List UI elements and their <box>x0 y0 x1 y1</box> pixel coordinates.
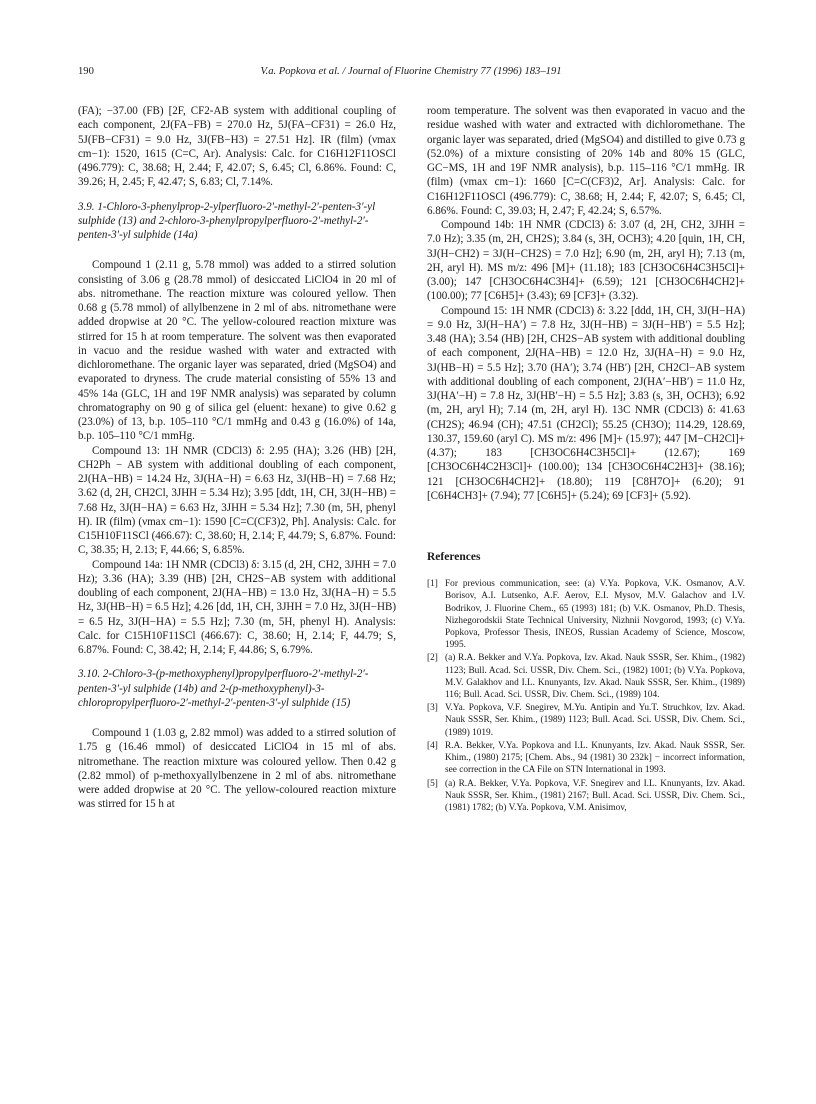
reference-number: [1] <box>427 579 438 590</box>
page-number: 190 <box>78 66 94 77</box>
reference-item <box>427 702 745 739</box>
references-heading: References <box>427 551 481 563</box>
right-column <box>427 104 745 815</box>
reference-number: [2] <box>427 653 438 664</box>
reference-number: [3] <box>427 703 438 714</box>
body-paragraph: Compound 14b: 1H NMR (CDCl3) δ: 3.07 (d, 2H, CH2, 3JHH = 7.0 Hz); 3.35 (m, 2H, CH2S); 3.84 (s, 3H, OCH3); 4.20 [quin, 1H, CH, 3J(H−CH2) = 3J(H−CH2S) = 7.0 Hz]; 6.90 (m, 2H, aryl H); 7.13 (m, 2H, aryl H). MS m/z: 496 [M]+ (11.18); 183 [CH3OC6H4C3H5Cl]+ (3.00); 147 [CH3OC6H4C3H4]+ (6.59); 121 [CH3OC6H4CH2]+ (100.00); 77 [C6H5]+ (3.43); 69 [CF3]+ (3.32). <box>427 219 745 303</box>
reference-item <box>427 652 745 701</box>
reference-number: [4] <box>427 740 438 751</box>
reference-text: (a) R.A. Bekker, V.Ya. Popkova, V.F. Snegirev and I.L. Knunyants, Izv. Akad. Nauk SSSR, Ser. Khim., (1981) 2167; Bull. Acad. Sci. USSR, Div. Chem. Sci., (1981) 1782; (b) V.Ya. Popkova, V.M. Anisimov, <box>445 778 745 813</box>
references-list <box>427 578 745 814</box>
reference-text: For previous communication, see: (a) V.Ya. Popkova, V.K. Osmanov, A.V. Borisov, A.I. Lutsenko, A.F. Aerov, E.I. Mysov, M.V. Galachov and I.V. Bodrikov, J. Fluorine Chem., 65 (1993) 181; (b) V.K. Osmanov, Ph.D. Thesis, Nizhegorodskii State Technical University, Nizhnii Novgorod, 1993; (c) V.Ya. Popkova, Professor Thesis, INEOS, Russian Academy of Science, Moscow, 1995. <box>445 579 745 651</box>
reference-item <box>427 778 745 815</box>
reference-text: (a) R.A. Bekker and V.Ya. Popkova, Izv. Akad. Nauk SSSR, Ser. Khim., (1982) 1123; Bull. Acad. Sci. USSR, Div. Chem. Sci., (1982) 1001; (b) V.Ya. Popkova, M.V. Galakhov and I.L. Knunyants, Izv. Akad. Nauk SSSR, Ser. Khim., (1989) 116; Bull. Acad. Sci. USSR, Div. Chem. Sci., (1989) 104. <box>445 653 745 701</box>
body-paragraph: room temperature. The solvent was then evaporated in vacuo and the residue washed with water and extracted with dichloromethane. The organic layer was separated, dried (MgSO4) and distilled to give 0.73 g (52.0%) of a mixture consisting of 20% 14b and 80% 15 (GLC, GC−MS, 1H and 19F NMR analysis), b.p. 115–116 °C/1 mmHg. IR (film) (νmax cm−1): 1660 [C=C(CF3)2, Ar]. Analysis: Calc. for C16H12F11OSCl (496.779): C, 38.68; H, 2.44; F, 42.07; S, 6.45; Cl, 6.86%. Found: C, 39.03; H, 2.47; F, 42.24; S, 6.57%. <box>427 105 745 217</box>
body-paragraph: Compound 1 (2.11 g, 5.78 mmol) was added to a stirred solution consisting of 3.06 g (28.78 mmol) of desiccated LiClO4 in 20 ml of abs. nitromethane. The reaction mixture was coloured yellow. Then 0.68 g (5.78 mmol) of allylbenzene in 2 ml of abs. nitromethane were added dropwise at 20 °C. The yellow-coloured reaction mixture was stirred for 15 h at room temperature. The solvent was then evaporated in vacuo and the residue washed with water and extracted with dichloromethane. The organic layer was separated, dried (MgSO4) and evaporated to dryness. The crude material consisting of 55% 13 and 45% 14a (GLC, 1H and 19F NMR analysis) was separated by column chromatography on 90 g of silica gel (eluent: hexane) to give 0.62 g (23.0%) of 13, b.p. 105–110 °C/1 mmHg and 0.43 g (16.0%) of 14a, b.p. 105–110 °C/1 mmHg. <box>78 259 396 443</box>
body-paragraph: (FA); −37.00 (FB) [2F, CF2-AB system with additional coupling of each component, 2J(FA−FB) = 270.0 Hz, 5J(FA−CF31) = 26.0 Hz, 5J(FB−CF31) = 9.0 Hz, 3J(FB−H3) = 27.51 Hz]. IR (film) (νmax cm−1): 1520, 1615 (C=C, Ar). Analysis: Calc. for C16H12F11OSCl (496.779): C, 38.68; H, 2.44; F, 42.07; S, 6.45; Cl, 6.86%. Found: C, 39.26; H, 2.45; F, 42.47; S, 6.83; Cl, 7.14%. <box>78 105 396 189</box>
journal-citation: V.a. Popkova et al. / Journal of Fluorine Chemistry 77 (1996) 183–191 <box>260 66 562 77</box>
left-column <box>78 104 396 812</box>
body-paragraph: Compound 14a: 1H NMR (CDCl3) δ: 3.15 (d, 2H, CH2, 3JHH = 7.0 Hz); 3.36 (HA); 3.39 (HB) [2H, CH2S−AB system with additional doubling of each component, 2J(HA−HB) = 13.0 Hz, 3J(HA−H) = 5.5 Hz, 3J(HB−H) = 6.5 Hz]; 4.26 [dd, 1H, CH, 3JHH = 7.0 Hz, 3J(H−HB) = 6.5 Hz, 3J(H−HA) = 5.5 Hz]; 7.30 (m, 5H, phenyl H). Analysis: Calc. for C15H10F11SCl (466.67): C, 38.60; H, 2.14; F, 44.79; S, 6.87%. Found: C, 38.42; H, 2.14; F, 44.86; S, 6.79%. <box>78 558 396 656</box>
section-heading: 3.9. 1-Chloro-3-phenylprop-2-ylperfluoro-2′-methyl-2′-penten-3′-yl sulphide (13) and 2-chloro-3-phenylpropylperfluoro-2′-methyl-2′-penten-3′-yl sulphide (14a) <box>78 200 376 241</box>
reference-number: [5] <box>427 778 438 789</box>
body-paragraph: Compound 15: 1H NMR (CDCl3) δ: 3.22 [ddd, 1H, CH, 3J(H−HA) = 9.0 Hz, 3J(H−HA′) = 7.8 Hz, 3J(H−HB) = 3J(H−HB′) = 5.5 Hz]; 3.48 (HA); 3.54 (HB) [2H, CH2S−AB system with additional doubling of each component, 2J(HA−HB) = 12.0 Hz, 3J(HA−H) = 9.0 Hz, 3J(HB−H) = 5.5 Hz]; 3.70 (HA′); 3.74 (HB′) [2H, CH2Cl−AB system with additional doubling of each component, 2J(HA′−HB′) = 11.0 Hz, 3J(HA′−H) = 7.8 Hz, 3J(HB′−H) = 5.5 Hz]; 3.83 (s, 3H, OCH3); 6.92 (m, 2H, aryl H); 7.14 (m, 2H, aryl H). 13C NMR (CDCl3) δ: 41.63 (CH2S); 46.94 (CH); 47.51 (CH2Cl); 55.25 (CH3O); 114.29, 128.69, 130.37, 159.60 (aryl C). MS m/z: 496 [M]+ (15.97); 447 [M−CH2Cl]+ (4.37); 183 [CH3OC6H4C3H5Cl]+ (12.67); 169 [CH3OC6H4C2H3Cl]+ (100.00); 134 [CH3OC6H4C2H3]+ (38.16); 121 [CH3OC6H4CH2]+ (18.80); 119 [C8H7O]+ (6.20); 91 [C6H4CH3]+ (7.94); 77 [C6H5]+ (5.24); 69 [CF3]+ (5.92). <box>427 304 745 502</box>
reference-item <box>427 740 745 777</box>
section-heading: 3.10. 2-Chloro-3-(p-methoxyphenyl)propylperfluoro-2′-methyl-2′-penten-3′-yl sulphide (14b) and 2-(p-methoxyphenyl)-3-chloropropylperfluoro-2′-methyl-2′-penten-3′-yl sulphide (15) <box>78 668 369 709</box>
running-header <box>78 66 744 80</box>
right-column-body <box>427 104 745 503</box>
reference-text: V.Ya. Popkova, V.F. Snegirev, M.Yu. Antipin and Yu.T. Struchkov, Izv. Akad. Nauk SSSR, Ser. Khim., (1989) 1123; Bull. Acad. Sci. USSR, Div. Chem. Sci., (1989) 1019. <box>445 703 745 738</box>
reference-item <box>427 578 745 651</box>
body-paragraph: Compound 1 (1.03 g, 2.82 mmol) was added to a stirred solution of 1.75 g (16.46 mmol) of desiccated LiClO4 in 15 ml of abs. nitromethane. The reaction mixture was coloured yellow. Then 0.42 g (2.82 mmol) of p-methoxyallylbenzene in 2 ml of abs. nitromethane were added dropwise at 20 °C. The yellow-coloured reaction mixture was stirred for 15 h at <box>78 727 396 811</box>
reference-text: R.A. Bekker, V.Ya. Popkova and I.L. Knunyants, Izv. Akad. Nauk SSSR, Ser. Khim., (1980) 2175; [Chem. Abs., 94 (1981) 30 232k] − incorrect information, see correction in the CA File on STN International in 1993. <box>445 740 745 776</box>
body-paragraph: Compound 13: 1H NMR (CDCl3) δ: 2.95 (HA); 3.26 (HB) [2H, CH2Ph − AB system with additional doubling of each component, 2J(HA−HB) = 14.24 Hz, 3J(HA−H) = 6.63 Hz, 3J(HB−H) = 7.68 Hz; 3.62 (d, 2H, CH2Cl, 3JHH = 5.34 Hz); 3.95 [ddt, 1H, CH, 3J(H−HB) = 7.68 Hz, 3J(H−HA) = 6.63 Hz, 3JHH = 5.34 Hz]; 7.30 (m, 5H, phenyl H). IR (film) (νmax cm−1): 1590 [C=C(CF3)2, Ph]. Analysis: Calc. for C15H10F11SCl (466.67): C, 38.60; H, 2.14; F, 44.79; S, 6.87%. Found: C, 38.35; H, 2.13; F, 44.66; S, 6.85%. <box>78 444 396 557</box>
